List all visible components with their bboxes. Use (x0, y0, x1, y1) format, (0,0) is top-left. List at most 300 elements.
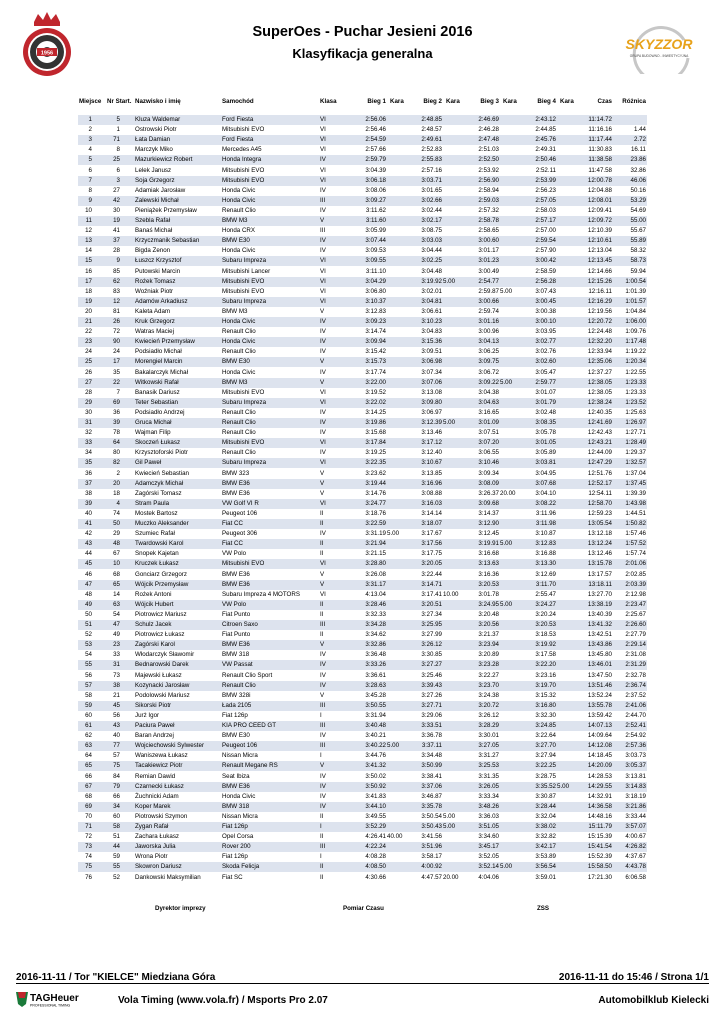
table-row (78, 529, 647, 539)
cell-pen1: 40.00 (387, 833, 403, 841)
cell-class: I (320, 711, 322, 719)
cell-class: IV (320, 368, 326, 376)
cell-time: 12:40.35 (587, 408, 612, 416)
cell-place: 12 (85, 227, 92, 235)
cell-run2: 3:25.46 (421, 671, 442, 679)
cell-run1: 3:36.61 (365, 671, 386, 679)
col-header-place: Miejsce (79, 98, 102, 105)
cell-car: Subaru Impreza (222, 297, 267, 305)
cell-pen1: 5.00 (387, 742, 400, 750)
table-row (78, 691, 647, 701)
cell-class: VI (320, 116, 326, 123)
table-row (78, 519, 647, 529)
cell-run1: 3:32.33 (365, 610, 386, 618)
cell-car: Fiat CC (222, 540, 243, 548)
cell-place: 50 (85, 610, 92, 618)
cell-diff: 1:37.45 (625, 479, 646, 487)
cell-name: Zygan Rafał (135, 823, 169, 830)
cell-run4: 2:57.05 (535, 196, 556, 204)
cell-class: VI (320, 287, 326, 295)
cell-car: BMW E36 (222, 580, 250, 588)
cell-run3: 3:10.46 (478, 459, 499, 467)
cell-diff: 1:17.48 (625, 338, 646, 346)
cell-car: BMW E36 (222, 570, 250, 578)
cell-time: 13:40.39 (587, 610, 612, 618)
cell-run2: 3:16.03 (421, 499, 442, 507)
cell-run3: 3:09.22 (478, 378, 499, 386)
cell-name: Kluza Waldemar (135, 116, 181, 123)
cell-car: Renault Clio (222, 328, 256, 336)
cell-class: VI (320, 499, 326, 507)
cell-run2: 3:07.34 (421, 368, 442, 376)
cell-diff: 6:06.58 (625, 873, 646, 881)
cell-car: BMW E30 (222, 237, 250, 245)
cell-run1: 3:15.73 (365, 358, 386, 366)
cell-run4: 2:53.99 (535, 176, 556, 184)
cell-place: 56 (85, 671, 92, 679)
cell-start: 6 (116, 166, 120, 174)
cell-diff: 1:23.52 (625, 398, 646, 406)
cell-time: 12:33.94 (587, 348, 612, 356)
cell-name: Zagórski Karol (135, 641, 175, 649)
cell-name: Wójcik Hubert (135, 600, 174, 608)
cell-run1: 3:09.27 (365, 196, 386, 204)
cell-diff: 16.11 (630, 146, 646, 154)
cell-name: Adamiak Jarosław (135, 186, 186, 194)
table-row (78, 448, 647, 458)
cell-run3: 3:13.63 (478, 560, 499, 568)
cell-name: Marczyk Miko (135, 146, 173, 154)
cell-run2: 4:00.92 (421, 863, 442, 871)
cell-run4: 2:58.03 (535, 206, 556, 214)
cell-name: Gil Paweł (135, 459, 162, 467)
cell-place: 14 (85, 247, 92, 255)
cell-run3: 2:46.69 (478, 116, 499, 123)
cell-run3: 3:20.48 (478, 610, 499, 618)
cell-start: 29 (113, 530, 120, 538)
cell-start: 22 (113, 378, 120, 386)
cell-start: 50 (113, 520, 120, 527)
cell-place: 52 (85, 631, 92, 639)
cell-run2: 3:03.71 (421, 176, 442, 184)
cell-time: 13:51.46 (587, 681, 612, 689)
cell-run2: 3:27.27 (421, 661, 442, 669)
cell-diff: 4:00.67 (625, 833, 646, 841)
cell-run3: 2:52.50 (478, 156, 499, 164)
cell-place: 25 (85, 358, 92, 366)
cell-run4: 3:22.25 (535, 762, 556, 770)
cell-place: 64 (85, 752, 92, 760)
cell-run1: 3:52.29 (365, 823, 386, 830)
cell-time: 14:29.55 (587, 782, 612, 790)
signature-director: Dyrektor imprezy (155, 905, 206, 912)
cell-run4: 3:03.95 (535, 328, 556, 336)
cell-start: 74 (113, 509, 120, 517)
cell-car: Renault Clio (222, 408, 256, 416)
cell-diff: 1:43.98 (625, 499, 646, 507)
cell-car: Opel Corsa (222, 833, 254, 841)
cell-place: 29 (85, 398, 92, 406)
cell-time: 11:14.72 (588, 116, 612, 123)
cell-place: 66 (85, 772, 92, 780)
cell-time: 12:44.09 (587, 449, 612, 457)
cell-name: Kwiecień Sebastian (135, 469, 190, 477)
cell-class: II (320, 509, 324, 517)
cell-diff: 2:41.06 (625, 701, 646, 709)
cell-place: 39 (85, 499, 92, 507)
cell-start: 38 (113, 681, 120, 689)
cell-run1: 3:09.53 (365, 247, 386, 255)
cell-name: Gonciarz Grzegorz (135, 570, 187, 578)
cell-car: BMW M3 (222, 378, 248, 386)
cell-run3: 3:16.36 (478, 570, 499, 578)
cell-time: 14:28.53 (587, 772, 612, 780)
svg-text:PROFESSIONAL TIMING: PROFESSIONAL TIMING (30, 1003, 71, 1008)
cell-run4: 3:53.89 (535, 853, 556, 861)
cell-diff: 1:20.34 (625, 358, 646, 366)
cell-car: Mitsubishi EVO (222, 560, 265, 568)
table-row (78, 428, 647, 438)
cell-run2: 3:27.34 (421, 610, 442, 618)
cell-car: Mercedes A45 (222, 146, 262, 154)
cell-time: 12:14.66 (587, 267, 612, 275)
cell-run3: 3:09.34 (478, 469, 499, 477)
cell-run3: 3:26.37 (478, 489, 499, 497)
cell-place: 47 (85, 580, 92, 588)
cell-class: IV (320, 732, 326, 740)
cell-run4: 3:02.60 (535, 358, 556, 366)
cell-run2: 3:18.07 (421, 520, 442, 527)
cell-car: Mitsubishi EVO (222, 287, 265, 295)
cell-run4: 2:59.77 (535, 378, 556, 386)
cell-name: Podolowski Mariusz (135, 691, 190, 699)
cell-start: 25 (113, 156, 120, 164)
cell-run2: 3:03.03 (421, 237, 442, 245)
cell-place: 8 (88, 186, 92, 194)
cell-class: IV (320, 348, 326, 356)
cell-run4: 3:27.70 (535, 742, 556, 750)
cell-run4: 3:18.53 (535, 631, 556, 639)
cell-run1: 3:33.26 (365, 661, 386, 669)
cell-run4: 3:38.02 (535, 823, 556, 830)
col-header-diff: Różnica (622, 98, 646, 105)
cell-run3: 3:31.35 (478, 772, 499, 780)
cell-car: Renault Clio (222, 449, 256, 457)
cell-run3: 2:59.03 (478, 196, 499, 204)
cell-name: Schulz Jacek (135, 621, 172, 628)
cell-time: 12:20.72 (587, 318, 612, 325)
cell-diff: 2:32.78 (625, 671, 646, 679)
table-row (78, 812, 647, 822)
cell-run4: 2:45.76 (535, 136, 556, 144)
cell-pen2: 5.00 (443, 277, 456, 285)
cell-place: 53 (85, 641, 92, 649)
cell-start: 4 (116, 499, 120, 507)
cell-run2: 3:12.39 (421, 419, 442, 426)
cell-car: Ford Fiesta (222, 116, 254, 123)
cell-run1: 3:49.55 (365, 812, 386, 820)
cell-run2: 2:49.61 (421, 136, 442, 144)
cell-start: 34 (113, 802, 120, 810)
cell-run1: 3:15.42 (365, 348, 386, 356)
table-row (78, 155, 647, 165)
cell-car: VW Polo (222, 600, 247, 608)
cell-pen2: 5.00 (443, 419, 456, 426)
cell-run1: 3:26.08 (365, 570, 386, 578)
cell-place: 37 (85, 479, 92, 487)
cell-run4: 3:02.77 (535, 338, 556, 346)
cell-run3: 2:58.94 (478, 186, 499, 194)
cell-run3: 3:24.38 (478, 691, 499, 699)
cell-start: 39 (113, 419, 120, 426)
cell-run2: 3:14.14 (421, 509, 442, 517)
cell-car: BMW E36 (222, 489, 250, 497)
cell-diff: 1:44.51 (625, 509, 646, 517)
cell-run2: 3:46.87 (421, 792, 442, 800)
cell-run2: 3:12.40 (421, 449, 442, 457)
cell-run3: 3:06.55 (478, 449, 499, 457)
cell-class: IV (320, 247, 326, 255)
cell-name: Wojciechowski Sylwester (135, 742, 204, 750)
cell-run1: 3:32.86 (365, 641, 386, 649)
table-row (78, 610, 647, 620)
cell-place: 55 (85, 661, 92, 669)
cell-class: III (320, 742, 326, 750)
table-row (78, 186, 647, 196)
cell-start: 52 (113, 873, 120, 881)
cell-place: 43 (85, 540, 92, 548)
cell-run2: 3:13.08 (421, 388, 442, 396)
cell-class: III (320, 621, 326, 628)
cell-diff: 2:12.98 (625, 590, 646, 598)
cell-run3: 3:24.95 (478, 600, 499, 608)
cell-pen2: 10.00 (443, 590, 459, 598)
cell-run1: 3:17.84 (365, 439, 386, 447)
table-row (78, 368, 647, 378)
cell-name: Watras Maciej (135, 328, 174, 336)
cell-run3: 3:21.37 (478, 631, 499, 639)
cell-diff: 2:29.14 (625, 641, 646, 649)
cell-run2: 3:20.05 (421, 560, 442, 568)
cell-run3: 3:12.45 (478, 530, 499, 538)
table-row (78, 206, 647, 216)
cell-class: V (320, 479, 325, 487)
cell-run1: 3:04.29 (365, 277, 386, 285)
cell-run1: 3:14.25 (365, 408, 386, 416)
cell-run2: 2:48.85 (421, 116, 442, 123)
table-row (78, 297, 647, 307)
cell-name: Kozynacki Jarosław (135, 681, 190, 689)
cell-run4: 3:17.58 (535, 651, 556, 659)
cell-pen1: 5.00 (387, 530, 400, 538)
cell-place: 74 (85, 853, 92, 861)
cell-car: Subaru Impreza (222, 257, 267, 265)
cell-run2: 3:06.61 (421, 307, 442, 315)
cell-diff: 2:02.85 (625, 570, 646, 578)
table-row (78, 479, 647, 489)
cell-diff: 1:19.22 (625, 348, 646, 356)
cell-class: IV (320, 772, 326, 780)
cell-class: VI (320, 459, 326, 467)
cell-run3: 3:52.14 (478, 863, 499, 871)
cell-run1: 4:26.41 (365, 833, 386, 841)
cell-class: II (320, 631, 324, 639)
cell-run4: 2:50.46 (535, 156, 556, 164)
table-row (78, 418, 647, 428)
cell-start: 37 (113, 237, 120, 245)
table-row (78, 681, 647, 691)
cell-run3: 3:23.70 (478, 681, 499, 689)
cell-run2: 3:27.99 (421, 631, 442, 639)
cell-run2: 3:17.75 (421, 550, 442, 558)
table-row (78, 408, 647, 418)
cell-run3: 3:01.17 (478, 247, 499, 255)
cell-time: 12:43.21 (587, 439, 612, 447)
cell-diff: 1:57.52 (625, 540, 646, 548)
cell-diff: 2:26.60 (625, 621, 646, 628)
cell-run3: 2:51.03 (478, 146, 499, 154)
cell-run3: 2:46.28 (478, 126, 499, 134)
cell-time: 14:48.16 (587, 812, 612, 820)
cell-time: 12:09.72 (587, 217, 612, 224)
cell-class: VI (320, 176, 326, 184)
cell-time: 12:04.88 (587, 186, 612, 194)
automobilklub-logo (16, 12, 78, 78)
cell-run4: 3:11.70 (535, 580, 556, 588)
table-row (78, 287, 647, 297)
cell-time: 14:18.45 (587, 752, 612, 760)
svg-text:1956: 1956 (40, 50, 54, 57)
cell-run4: 3:01.05 (535, 439, 556, 447)
cell-car: Subaru Impreza (222, 398, 267, 406)
cell-name: Wójcik Przemysław (135, 580, 189, 588)
table-row (78, 600, 647, 610)
cell-pen3: 5.00 (500, 378, 513, 386)
cell-start: 43 (113, 722, 120, 729)
table-row (78, 509, 647, 519)
cell-time: 12:59.23 (587, 509, 612, 517)
cell-run1: 2:56.46 (365, 126, 386, 134)
cell-run1: 3:24.77 (365, 499, 386, 507)
cell-diff: 3:03.73 (625, 752, 646, 760)
col-header-start: Nr Start. (107, 98, 132, 105)
cell-name: Adamów Arkadiusz (135, 297, 188, 305)
cell-place: 26 (85, 368, 92, 376)
svg-text:SKYZZOR: SKYZZOR (625, 36, 693, 52)
table-row (78, 357, 647, 367)
cell-class: VI (320, 560, 326, 568)
cell-name: Mazurkiewicz Robert (135, 156, 193, 164)
cell-time: 13:17.57 (587, 570, 612, 578)
cell-run4: 3:07.68 (535, 479, 556, 487)
cell-car: Renault Clio (222, 348, 256, 356)
footer-divider (16, 983, 709, 984)
cell-start: 62 (113, 277, 120, 285)
cell-place: 44 (85, 550, 92, 558)
cell-start: 49 (113, 631, 120, 639)
cell-run3: 3:28.29 (478, 722, 499, 729)
cell-run2: 3:10.23 (421, 318, 442, 325)
table-row (78, 115, 647, 125)
cell-car: Fiat SC (222, 873, 243, 881)
cell-car: VW Passat (222, 661, 253, 669)
table-row (78, 802, 647, 812)
cell-time: 12:16.29 (587, 297, 612, 305)
cell-run3: 3:20.72 (478, 701, 499, 709)
cell-run3: 3:04.63 (478, 398, 499, 406)
table-row (78, 580, 647, 590)
cell-class: III (320, 843, 326, 851)
cell-car: Honda Civic (222, 318, 256, 325)
cell-place: 16 (85, 267, 92, 275)
cell-name: Rożek Tomasz (135, 277, 176, 285)
cell-diff: 4:26.82 (625, 843, 646, 851)
cell-class: VI (320, 590, 326, 598)
table-row (78, 327, 647, 337)
cell-class: V (320, 580, 325, 588)
table-row (78, 236, 647, 246)
cell-car: Honda Civic (222, 196, 256, 204)
cell-time: 12:32.20 (587, 338, 612, 346)
cell-name: Podsiadło Andrzej (135, 408, 185, 416)
table-row (78, 620, 647, 630)
cell-class: II (320, 600, 324, 608)
cell-diff: 3:18.19 (625, 792, 646, 800)
cell-class: VI (320, 267, 326, 275)
cell-place: 73 (85, 843, 92, 851)
cell-run3: 3:06.72 (478, 368, 499, 376)
cell-start: 68 (113, 570, 120, 578)
cell-run4: 3:35.52 (535, 782, 556, 790)
cell-start: 69 (113, 398, 120, 406)
cell-car: Honda Civic (222, 792, 256, 800)
cell-class: VI (320, 388, 326, 396)
cell-run1: 3:28.63 (365, 681, 386, 689)
cell-time: 15:11.79 (588, 823, 612, 830)
cell-class: IV (320, 449, 326, 457)
table-row (78, 792, 647, 802)
cell-run2: 2:52.83 (421, 146, 442, 154)
cell-run3: 3:36.03 (478, 812, 499, 820)
cell-start: 90 (113, 338, 120, 346)
cell-name: Muczko Aleksander (135, 520, 189, 527)
cell-class: V (320, 469, 325, 477)
cell-class: VI (320, 257, 326, 265)
cell-run2: 3:36.78 (421, 732, 442, 740)
cell-time: 12:15.26 (587, 277, 612, 285)
cell-name: Jaworska Julia (135, 843, 176, 851)
cell-run1: 4:22.24 (365, 843, 386, 851)
cell-class: IV (320, 419, 326, 426)
cell-time: 12:47.29 (587, 459, 612, 467)
cell-time: 13:18.11 (588, 580, 612, 588)
cell-start: 9 (116, 257, 120, 265)
cell-start: 36 (113, 408, 120, 416)
cell-run4: 3:10.87 (535, 530, 556, 538)
col-header-pen2: Kara (446, 98, 460, 105)
cell-run1: 3:09.94 (365, 338, 386, 346)
cell-time: 17:21.30 (587, 873, 612, 881)
cell-time: 13:45.80 (587, 651, 612, 659)
cell-diff: 54.69 (630, 206, 646, 214)
cell-run2: 3:50.54 (421, 812, 442, 820)
cell-start: 55 (113, 863, 120, 871)
cell-run4: 3:59.01 (535, 873, 556, 881)
cell-diff: 2:23.47 (625, 600, 646, 608)
cell-start: 73 (113, 671, 120, 679)
cell-place: 31 (85, 419, 92, 426)
cell-run4: 3:12.83 (535, 540, 556, 548)
